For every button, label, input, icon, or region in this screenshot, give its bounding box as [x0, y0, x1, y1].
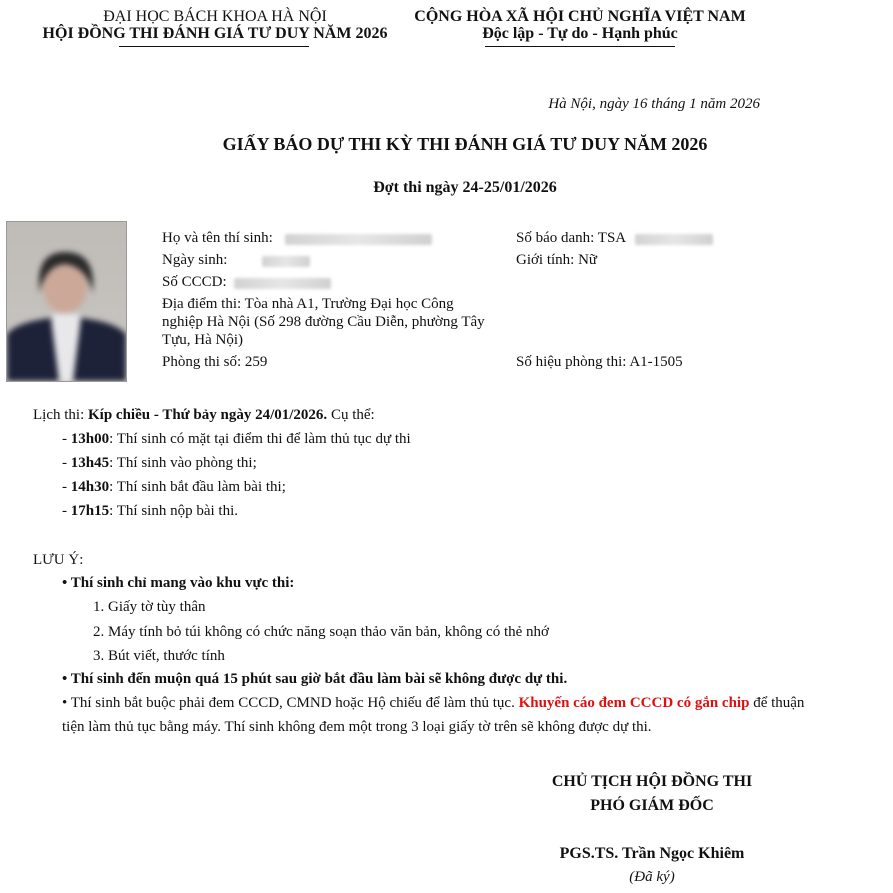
note-list-item: 1. Giấy tờ tùy thân — [93, 599, 206, 615]
schedule-item: - 13h00: Thí sinh có mặt tại điểm thi để làm thủ tục dự thi — [62, 431, 411, 447]
schedule-text: : Thí sinh vào phòng thi; — [109, 455, 257, 471]
dob-label: Ngày sinh: — [162, 252, 228, 268]
republic-name: CỘNG HÒA XÃ HỘI CHỦ NGHĨA VIỆT NAM — [414, 8, 746, 25]
note-bullet-3-line-2: tiện làm thủ tục bằng máy. Thí sinh không đem một trong 3 loại giấy tờ trên sẽ không được dự thi. — [62, 719, 652, 735]
schedule-time: 13h45 — [70, 455, 110, 471]
signer-name: PGS.TS. Trần Ngọc Khiêm — [559, 845, 745, 862]
issue-date: Hà Nội, ngày 16 tháng 1 năm 2026 — [548, 96, 760, 112]
note-list-item: 3. Bút viết, thước tính — [93, 648, 225, 664]
schedule-time: 14h30 — [70, 479, 110, 495]
cccd-label: Số CCCD: — [162, 274, 227, 290]
candidate-photo — [6, 221, 127, 382]
schedule-text: : Thí sinh có mặt tại điểm thi để làm thủ tục dự thi — [109, 431, 411, 447]
council-name: HỘI ĐỒNG THI ĐÁNH GIÁ TƯ DUY NĂM 2026 — [42, 25, 388, 42]
header-left-rule — [119, 46, 309, 47]
location-line-1: Địa điểm thi: Tòa nhà A1, Trường Đại học Công — [162, 296, 454, 312]
schedule-prefix: Lịch thi: — [33, 407, 88, 423]
schedule-item: - 13h45: Thí sinh vào phòng thi; — [62, 455, 257, 471]
redacted-cccd — [234, 278, 331, 289]
university-name: ĐẠI HỌC BÁCH KHOA HÀ NỘI — [103, 8, 327, 25]
note-bullet-3-highlight: Khuyến cáo đem CCCD có gắn chip — [518, 695, 750, 711]
note-bullet-2: • Thí sinh đến muộn quá 15 phút sau giờ bắt đầu làm bài sẽ không được dự thi. — [62, 671, 568, 687]
schedule-session: Kíp chiều - Thứ bảy ngày 24/01/2026. — [88, 407, 328, 423]
document-title: GIẤY BÁO DỰ THI KỲ THI ĐÁNH GIÁ TƯ DUY NĂM 2026 — [222, 134, 708, 154]
note-bullet-3 — [62, 695, 804, 712]
schedule-item: - 17h15: Thí sinh nộp bài thi. — [62, 503, 238, 519]
sbd-row — [516, 230, 626, 247]
location-line-2: nghiệp Hà Nội (Số 298 đường Cầu Diễn, phường Tây — [162, 314, 485, 330]
exam-period: Đợt thi ngày 24-25/01/2026 — [373, 179, 557, 196]
schedule-suffix: Cụ thể: — [327, 407, 375, 423]
room-number: Phòng thi số: 259 — [162, 354, 268, 370]
signer-title-2: PHÓ GIÁM ĐỐC — [590, 797, 714, 814]
note-bullet-3-text: • Thí sinh bắt buộc phải đem CCCD, CMND hoặc Hộ chiếu để làm thủ tục. — [62, 695, 519, 711]
room-code: Số hiệu phòng thi: A1-1505 — [516, 354, 683, 370]
name-label: Họ và tên thí sinh: — [162, 230, 273, 246]
gender-label: Giới tính: Nữ — [516, 252, 598, 268]
schedule-text: : Thí sinh bắt đầu làm bài thi; — [109, 479, 286, 495]
note-list-item: 2. Máy tính bỏ túi không có chức năng soạn thảo văn bản, không có thẻ nhớ — [93, 624, 549, 640]
schedule-text: : Thí sinh nộp bài thi. — [109, 503, 238, 519]
note-bullet-3-end: để thuận — [749, 695, 805, 711]
schedule-line — [33, 407, 375, 424]
notes-heading: LƯU Ý: — [33, 552, 84, 568]
schedule-time: 13h00 — [70, 431, 110, 447]
sbd-label: Số báo danh: TSA — [516, 230, 627, 246]
header-right-rule — [485, 46, 675, 47]
redacted-sbd — [635, 234, 713, 245]
national-motto: Độc lập - Tự do - Hạnh phúc — [482, 25, 678, 42]
schedule-time: 17h15 — [70, 503, 110, 519]
redacted-dob — [262, 256, 310, 267]
signed-note: (Đã ký) — [629, 869, 675, 885]
schedule-item: - 14h30: Thí sinh bắt đầu làm bài thi; — [62, 479, 286, 495]
name-row — [162, 230, 273, 247]
location-line-3: Tựu, Hà Nội) — [162, 332, 244, 348]
signer-title-1: CHỦ TỊCH HỘI ĐỒNG THI — [551, 773, 753, 790]
note-bullet-1: • Thí sinh chỉ mang vào khu vực thi: — [62, 575, 295, 591]
redacted-name — [285, 234, 432, 245]
